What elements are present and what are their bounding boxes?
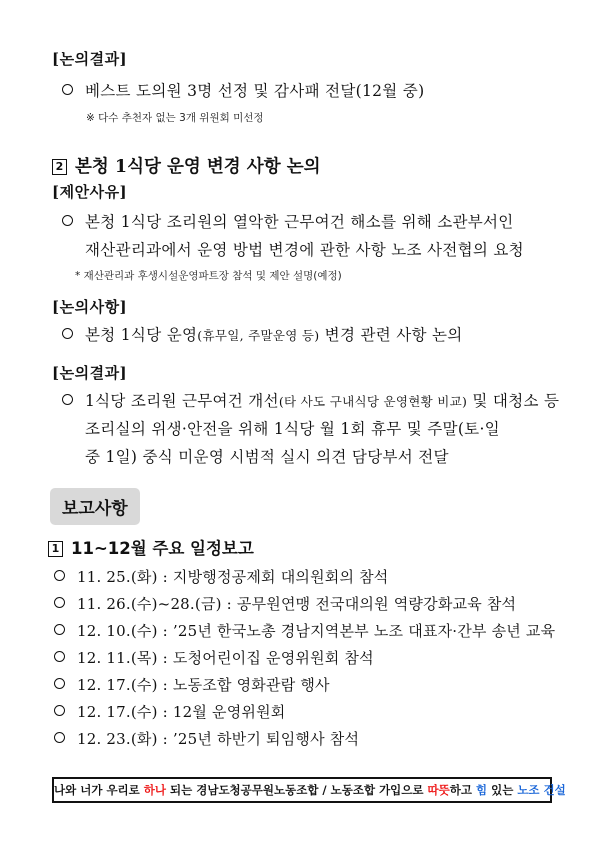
section1-result-header: [논의결과]	[52, 50, 128, 68]
section2-title-row	[52, 153, 321, 178]
bullet-circle-icon	[62, 394, 73, 405]
schedule-text: ’25년 한국노총 경남지역본부 노조 대표자·간부 송년 교육	[172, 622, 556, 640]
bullet-circle-icon	[54, 732, 65, 743]
schedule-item: 11. 25.(화) : 지방행정공제회 대의원회의 참석	[54, 566, 389, 587]
schedule-date: 12. 17.(수)	[77, 676, 158, 694]
section1-result-note: ※ 다수 추천자 없는 3개 위원회 미선정	[86, 112, 264, 124]
schedule-text: 도청어린이집 운영위원회 참석	[172, 649, 374, 667]
section2-result-line1: 1식당 조리원 근무여건 개선(타 사도 구내식당 운영현황 비교) 및 대청소 등	[62, 389, 559, 411]
bullet-circle-icon	[62, 84, 73, 95]
schedule-text: 공무원연맹 전국대의원 역량강화교육 참석	[236, 595, 517, 613]
bullet-circle-icon	[62, 215, 73, 226]
schedule-text: ’25년 하반기 퇴임행사 참석	[172, 730, 360, 748]
schedule-item: 12. 23.(화) : ’25년 하반기 퇴임행사 참석	[54, 728, 359, 749]
section2-result-header: [논의결과]	[52, 364, 128, 382]
bullet-circle-icon	[54, 597, 65, 608]
section2-reason-line1: 본청 1식당 조리원의 열악한 근무여건 해소를 위해 소관부서인	[62, 210, 514, 232]
bullet-circle-icon	[54, 570, 65, 581]
report-title-row	[48, 535, 254, 559]
bullet-circle-icon	[62, 328, 73, 339]
schedule-date: 12. 23.(화)	[77, 730, 158, 748]
section2-discussion-header: [논의사항]	[52, 298, 128, 316]
section2-reason-header: [제안사유]	[52, 183, 128, 201]
bullet-circle-icon	[54, 678, 65, 689]
section1-result-item: 베스트 도의원 3명 선정 및 감사패 전달(12월 중)	[62, 79, 424, 101]
schedule-item: 12. 17.(수) : 노동조합 영화관람 행사	[54, 674, 330, 695]
section2-reason-line2: 재산관리과에서 운영 방법 변경에 관한 사항 노조 사전협의 요청	[85, 241, 524, 259]
schedule-item: 12. 10.(수) : ’25년 한국노총 경남지역본부 노조 대표자·간부 송년 교육	[54, 620, 555, 641]
section2-discussion-item: 본청 1식당 운영(휴무일, 주말운영 등) 변경 관련 사항 논의	[62, 323, 463, 345]
schedule-item: 12. 11.(목) : 도청어린이집 운영위원회 참석	[54, 647, 374, 668]
bullet-circle-icon	[54, 705, 65, 716]
schedule-date: 12. 10.(수)	[77, 622, 158, 640]
schedule-item: 11. 26.(수)~28.(금) : 공무원연맹 전국대의원 역량강화교육 참석	[54, 593, 516, 614]
report-number-box: 1	[48, 541, 63, 557]
bullet-circle-icon	[54, 624, 65, 635]
footer-slogan: 나와 너가 우리로 하나 되는 경남도청공무원노동조합 / 노동조합 가입으로 따뜻하고 힘 있는 노조 건설	[52, 777, 552, 803]
report-title: 11~12월 주요 일정보고	[71, 539, 254, 558]
schedule-date: 12. 17.(수)	[77, 703, 158, 721]
schedule-date: 11. 25.(화)	[77, 568, 158, 586]
section2-result-line3: 중 1일) 중식 미운영 시범적 실시 의견 담당부서 전달	[85, 448, 449, 466]
schedule-text: 노동조합 영화관람 행사	[172, 676, 330, 694]
report-heading: 보고사항	[50, 488, 140, 525]
schedule-text: 지방행정공제회 대의원회의 참석	[172, 568, 389, 586]
section2-number-box: 2	[52, 159, 67, 175]
schedule-date: 12. 11.(목)	[77, 649, 158, 667]
schedule-date: 11. 26.(수)~28.(금)	[77, 595, 222, 613]
schedule-text: 12월 운영위원회	[172, 703, 286, 721]
section2-result-line2: 조리실의 위생·안전을 위해 1식당 월 1회 휴무 및 주말(토·일	[85, 420, 500, 438]
bullet-circle-icon	[54, 651, 65, 662]
schedule-item: 12. 17.(수) : 12월 운영위원회	[54, 701, 286, 722]
section2-reason-note: * 재산관리과 후생시설운영파트장 참석 및 제안 설명(예정)	[75, 270, 342, 282]
section2-title: 본청 1식당 운영 변경 사항 논의	[75, 157, 321, 177]
